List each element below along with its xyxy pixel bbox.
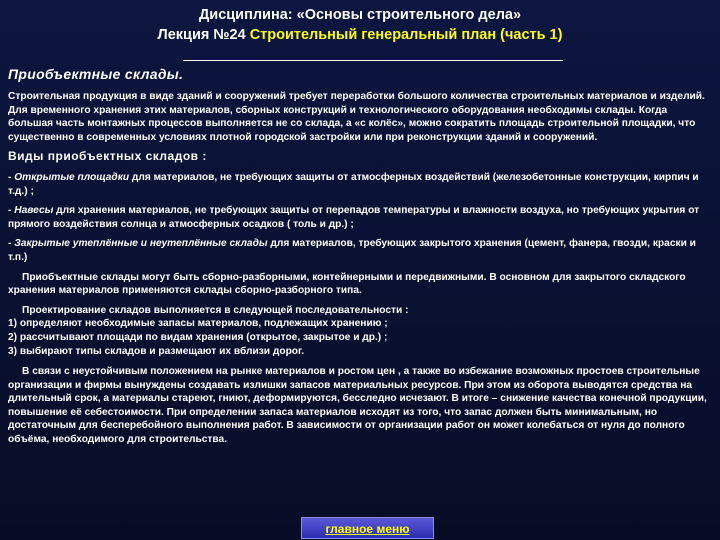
step-item: 3) выбирают типы складов и размещают их вблизи дорог. [8, 345, 305, 357]
kind-dash: - [8, 171, 15, 183]
lecture-number: Лекция №24 [157, 27, 246, 43]
lecture-topic: Строительный генеральный план (часть 1) [249, 27, 563, 43]
kind-name: Открытые площадки [14, 171, 130, 183]
steps-heading: Проектирование складов выполняется в следующей последовательности : [22, 304, 409, 316]
kind-item [8, 171, 710, 198]
kinds-heading: Виды приобъектных складов : [8, 149, 207, 164]
kind-text: для хранения материалов, не требующих защиты от перепадов температуры и влажности воздуха, но требующих укрытия от прямого воздействия солнца и атмосферных осадков ( толь и др.) ; [8, 205, 700, 230]
section-title: Приобъектные склады. [8, 66, 184, 82]
lecture-title [0, 25, 720, 45]
intro-paragraph: Строительная продукция в виде зданий и сооружений требует переработки большого количества строительных материалов и изделий. Для временного хранения этих материалов, сборных конструкций и технологического оборудования необходимы склады. Когда большая часть монтажных процессов выполняется не со склада, а «с колёс», можно сократить площадь строительной площадки, что существенно в современных условиях плотной городской застройки или при реконструкции зданий и сооружений. [8, 91, 705, 143]
types-paragraph: Приобъектные склады могут быть сборно-разборными, контейнерными и передвижными. В основном для закрытого складского хранения материалов применяются склады сборно-разборного типа. [8, 271, 686, 297]
steps-list [8, 304, 710, 358]
kind-text: для материалов, требующих закрытого хранения (цемент, фанера, гвозди, краски и т.п.) [8, 238, 696, 263]
slide-header [0, 6, 720, 45]
kind-dash: - [8, 205, 15, 217]
header-divider [183, 60, 563, 61]
discipline-title: Дисциплина: «Основы строительного дела» [198, 7, 522, 23]
step-item: 2) рассчитывают площади по видам хранения (открытое, закрытое и др.) ; [8, 331, 388, 343]
kind-item [8, 237, 710, 264]
kind-item [8, 204, 710, 231]
slide-body [8, 90, 710, 453]
step-item: 1) определяют необходимые запасы материалов, подлежащих хранению ; [8, 318, 388, 330]
main-menu-link[interactable]: главное меню [301, 517, 434, 539]
kind-text: для материалов, не требующих защиты от атмосферных воздействий (железобетонные конструкции, кирпич и т.д.) ; [8, 171, 699, 197]
market-paragraph: В связи с неустойчивым положением на рынке материалов и ростом цен , а также во избежание возможных простоев строительные организации и фирмы вынуждены создавать излишки запасов материальных ресурсов. При этом из оборота выводятся средства на длительный срок, а материалы стареют, гниют, деформируются, бесследно исчезают. В итоге – снижение качества конечной продукции, повышение её себестоимости. При определении запаса материалов исходят из того, что запас должен быть минимальным, но достаточным для бесперебойного выполнения работ. В зависимости от организации работ он может колебаться от нуля до полного объёма, необходимого для строительства. [8, 366, 707, 446]
kind-dash: - [8, 238, 15, 250]
kind-name: Навесы [14, 205, 54, 217]
kind-name: Закрытые утеплённые и неутеплённые склады [14, 238, 268, 250]
